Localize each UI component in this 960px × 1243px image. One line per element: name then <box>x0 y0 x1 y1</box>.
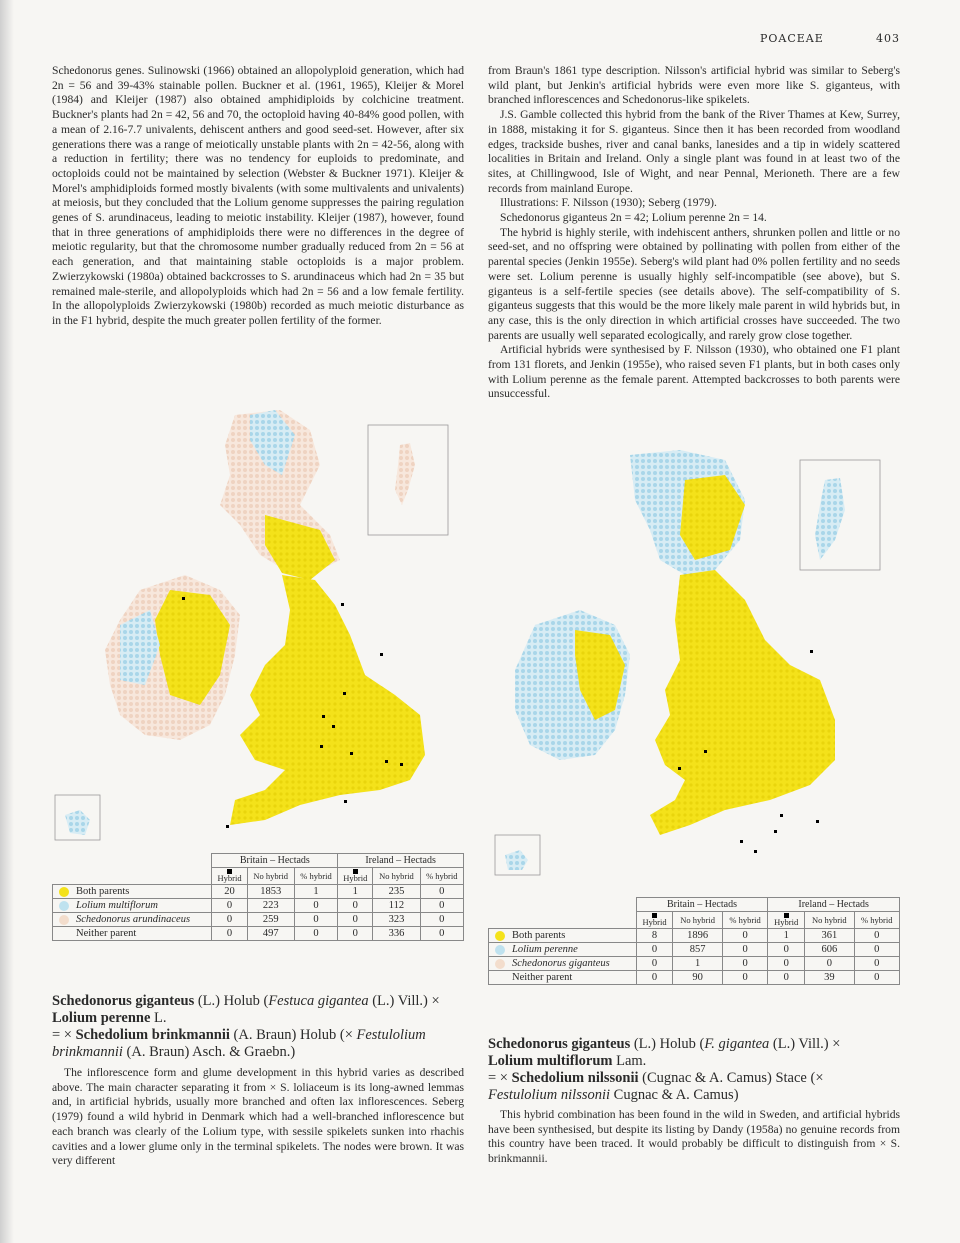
cell: 0 <box>768 971 805 985</box>
cell: 606 <box>805 943 854 957</box>
cell: 323 <box>373 913 420 927</box>
shetland-islands <box>395 443 415 505</box>
col-hybrid: Hybrid <box>343 873 368 883</box>
channel-islands <box>65 810 90 835</box>
authority: (L.) Vill.) × <box>368 993 440 1009</box>
page-gutter-shadow <box>0 0 14 1243</box>
section-title: POACEAE <box>760 32 824 45</box>
row-label: Both parents <box>512 930 566 941</box>
cell: 0 <box>722 943 767 957</box>
col-hybrid: Hybrid <box>774 917 799 927</box>
authority: (L.) Holub ( <box>630 1036 705 1052</box>
blue-dot-icon <box>495 945 505 955</box>
row-label: Lolium multiflorum <box>76 900 158 911</box>
row-label: Schedonorus arundinaceus <box>76 914 191 925</box>
hybrid-name: Schedolium brinkmannii <box>75 1027 230 1043</box>
channel-islands <box>505 850 528 870</box>
cell: 0 <box>768 943 805 957</box>
row-label: Both parents <box>76 886 130 897</box>
cell: 0 <box>294 899 337 913</box>
synonym: brinkmannii <box>52 1044 123 1060</box>
page-number: 403 <box>876 32 900 45</box>
shetland-islands <box>815 478 845 560</box>
pink-dot-icon <box>495 959 505 969</box>
cell: 1 <box>673 957 722 971</box>
authority: Lam. <box>612 1053 647 1069</box>
authority: Cugnac & A. Camus) <box>610 1087 739 1103</box>
col-pct-hybrid: % hybrid <box>854 912 899 929</box>
ireland-header: Ireland – Hectads <box>338 854 464 868</box>
table-row <box>489 971 900 985</box>
row-label: Schedonorus giganteus <box>512 958 610 969</box>
cell: 0 <box>294 927 337 941</box>
england-wales-region <box>230 575 425 825</box>
table-row <box>489 929 900 943</box>
hectad-table-left <box>52 853 464 941</box>
cell: 0 <box>420 885 463 899</box>
taxon-name: Schedonorus giganteus <box>52 993 195 1009</box>
cell: 259 <box>247 913 294 927</box>
cell: 0 <box>768 957 805 971</box>
taxon-name: Lolium perenne <box>52 1010 151 1026</box>
synonym: Festuca gigantea <box>268 993 369 1009</box>
cell: 0 <box>636 943 673 957</box>
pink-dot-icon <box>59 915 69 925</box>
cell: 1 <box>294 885 337 899</box>
col-pct-hybrid: % hybrid <box>722 912 767 929</box>
cell: 1 <box>768 929 805 943</box>
blue-dot-icon <box>59 901 69 911</box>
cell: 0 <box>420 913 463 927</box>
cell: 0 <box>212 899 247 913</box>
right-column-text <box>488 64 900 402</box>
cell: 0 <box>636 971 673 985</box>
col-no-hybrid: No hybrid <box>673 912 722 929</box>
running-head <box>760 32 900 45</box>
taxon-name: Schedonorus giganteus <box>488 1036 631 1052</box>
hybrid-description-right <box>488 1108 900 1167</box>
blank-dot <box>59 929 69 939</box>
england-wales-region <box>650 570 835 835</box>
cell: 0 <box>722 971 767 985</box>
cell: 8 <box>636 929 673 943</box>
britain-header: Britain – Hectads <box>636 898 768 912</box>
cell: 0 <box>854 929 899 943</box>
cell: 1896 <box>673 929 722 943</box>
col-hybrid: Hybrid <box>217 873 242 883</box>
equals-prefix: = × <box>488 1070 512 1086</box>
synonym: Festulolium nilssonii <box>488 1087 611 1103</box>
cell: 0 <box>338 913 373 927</box>
cell: 497 <box>247 927 294 941</box>
cell: 90 <box>673 971 722 985</box>
col-no-hybrid: No hybrid <box>805 912 854 929</box>
cell: 112 <box>373 899 420 913</box>
col-no-hybrid: No hybrid <box>373 868 420 885</box>
hybrid-heading-right <box>488 1036 908 1104</box>
table-row <box>53 899 464 913</box>
row-label: Neither parent <box>76 928 137 939</box>
cell: 0 <box>636 957 673 971</box>
authority: (L.) Holub ( <box>194 993 269 1009</box>
table-row <box>489 943 900 957</box>
cell: 1 <box>338 885 373 899</box>
synonym: Festulolium <box>356 1027 426 1043</box>
distribution-map-left <box>50 395 470 845</box>
cell: 0 <box>294 913 337 927</box>
cell: 857 <box>673 943 722 957</box>
paragraph: The hybrid is highly sterile, with indehiscent anthers, shrunken pollen and little or no seed-set, and no offspring were obtained by pollinating with pollen from either of the parental species (Jenkin 1955e). Seberg's wild plant had 0% pollen fertility and no seeds were set. Lolium perenne is usually highly self-incompatible (see above), but S. giganteus is a self-fertile species (see details above). The self-compatibility of S. giganteus suggests that this would be the more likely male parent in wild hybrids but, in any case, this is the only direction in which artificial crosses have succeeded. The two parents are usually well separated ecologically, and rarely grow close together. <box>488 225 900 342</box>
cell: 0 <box>805 957 854 971</box>
col-pct-hybrid: % hybrid <box>294 868 337 885</box>
distribution-map-right <box>490 440 900 880</box>
blank-dot <box>495 973 505 983</box>
cell: 0 <box>854 957 899 971</box>
cell: 0 <box>212 913 247 927</box>
col-no-hybrid: No hybrid <box>247 868 294 885</box>
authority: (A. Braun) Asch. & Graebn.) <box>122 1044 296 1060</box>
paragraph: J.S. Gamble collected this hybrid from the bank of the River Thames at Kew, Surrey, in 1888, mistaking it for S. giganteus. Since then it has been recorded from woodland edges, trackside bushes, river and canal banks, lanesides and a tip in widely scattered localities in Britain and Ireland. Only a single plant was found in at least two of the sites, at Chillingwood, Isle of Wight, and near Pennal, Merioneth. There are a few records from mainland Europe. <box>488 108 900 195</box>
cell: 0 <box>854 971 899 985</box>
cell: 20 <box>212 885 247 899</box>
equals-prefix: = × <box>52 1027 76 1043</box>
cell: 0 <box>212 927 247 941</box>
cell: 0 <box>420 899 463 913</box>
yellow-dot-icon <box>495 931 505 941</box>
paragraph: This hybrid combination has been found in the wild in Sweden, and artificial hybrids have been synthesised, but despite its listing by Dandy (1958a) no genuine records from this country have been traced. It would probably be difficult to distinguish from × S. brinkmannii. <box>488 1108 900 1166</box>
cell: 0 <box>722 929 767 943</box>
table-row <box>53 913 464 927</box>
hybrid-description-left <box>52 1066 464 1169</box>
table-row <box>53 885 464 899</box>
row-label: Lolium perenne <box>512 944 578 955</box>
britain-header: Britain – Hectads <box>212 854 338 868</box>
cell: 0 <box>338 899 373 913</box>
hectad-table-right <box>488 897 900 985</box>
hybrid-name: Schedolium nilssonii <box>511 1070 639 1086</box>
paragraph: from Braun's 1861 type description. Nilsson's artificial hybrid was similar to Seberg's wild plant, but Jenkin's artificial hybrids were even more like S. giganteus, with branched inflorescences and Schedonorus-like spikelets. <box>488 64 900 107</box>
left-column-text <box>52 64 464 329</box>
cell: 336 <box>373 927 420 941</box>
cell: 1853 <box>247 885 294 899</box>
cell: 39 <box>805 971 854 985</box>
col-hybrid: Hybrid <box>642 917 667 927</box>
synonym: F. gigantea <box>704 1036 770 1052</box>
paragraph: The inflorescence form and glume development in this hybrid varies as described above. The main character separating it from × S. loliaceum is its long-awned lemmas and, in artificial hybrids, usually more branched and often lax inflorescences. Seberg (1979) found a wild hybrid in Denmark which had a well-branched inflorescence but each branch was clearly of the Lolium type, with sessile spikelets sunken into rhachis cavities and a lower glume only in the terminal spikelets. The nodes were brown. It was very different <box>52 1066 464 1168</box>
authority: (A. Braun) Holub (× <box>229 1027 357 1043</box>
table-row <box>53 927 464 941</box>
paragraph: Artificial hybrids were synthesised by F. Nilsson (1930), who obtained one F1 plant from 131 florets, and Jenkin (1955e), who raised seven F1 plants, but in both cases only with Lolium perenne as the female parent. Attempted backcrosses to both parents were unsuccessful. <box>488 343 900 401</box>
hybrid-heading-left <box>52 993 472 1061</box>
ireland-header: Ireland – Hectads <box>768 898 900 912</box>
row-label: Neither parent <box>512 972 573 983</box>
taxon-name: Lolium multiflorum <box>488 1053 613 1069</box>
paragraph: Illustrations: F. Nilsson (1930); Seberg (1979). <box>500 196 717 210</box>
authority: (Cugnac & A. Camus) Stace (× <box>638 1070 824 1086</box>
authority: L. <box>150 1010 167 1026</box>
cell: 0 <box>722 957 767 971</box>
yellow-dot-icon <box>59 887 69 897</box>
cell: 0 <box>420 927 463 941</box>
authority: (L.) Vill.) × <box>769 1036 841 1052</box>
cell: 0 <box>854 943 899 957</box>
table-row <box>489 957 900 971</box>
paragraph: Schedonorus genes. Sulinowski (1966) obtained an allopolyploid generation, which had 2n = 56 and 39-43% stainable pollen. Buckner et al. (1961, 1965), Kleijer & Morel (1984) and Kleijer (1987) also obtained amphidiploids by colchicine treatment. Buckner's plants had 2n = 42, 56 and 70, the octoploid having 40-84% good pollen, with a mean of 2.16-7.7 univalents, dehiscent anthers and good seed-set. However, after six generations there was a range of meiotically unstable plants with 2n = 42-56, along with a reduction in fertility; there was no tendency for euploids to predominate, and octoploids could not be maintained by selection (Webster & Buckner 1971). Kleijer & Morel's amphidiploids formed mostly bivalents (with some multivalents and univalents) at meiosis, but they concluded that the Lolium genome suppresses the pairing regulation genes of S. arundinaceus, leading to meiotic instability. Kleijer (1987), however, found that in three generations of amphidiploids there were no differences in the degree of meiotic regularity, but that the chromosome number gradually reduced from 2n = 56 at each generation, and that maintaining stable octoploids is a major problem. Zwierzykowski (1980a) obtained backcrosses to S. arundinaceus which had 2n = 35 but remained male-sterile, and allopolyploids which had 2n = 56 and a low female fertility. In the allopolyploids Zwierzykowski (1980b) recorded as much meiotic disturbance as in the F1 hybrid, despite the much greater pollen fertility of the former. <box>52 64 464 327</box>
scotland-central-region <box>265 515 335 580</box>
cell: 223 <box>247 899 294 913</box>
paragraph: Schedonorus giganteus 2n = 42; Lolium perenne 2n = 14. <box>500 211 767 225</box>
cell: 361 <box>805 929 854 943</box>
col-pct-hybrid: % hybrid <box>420 868 463 885</box>
cell: 0 <box>338 927 373 941</box>
cell: 235 <box>373 885 420 899</box>
